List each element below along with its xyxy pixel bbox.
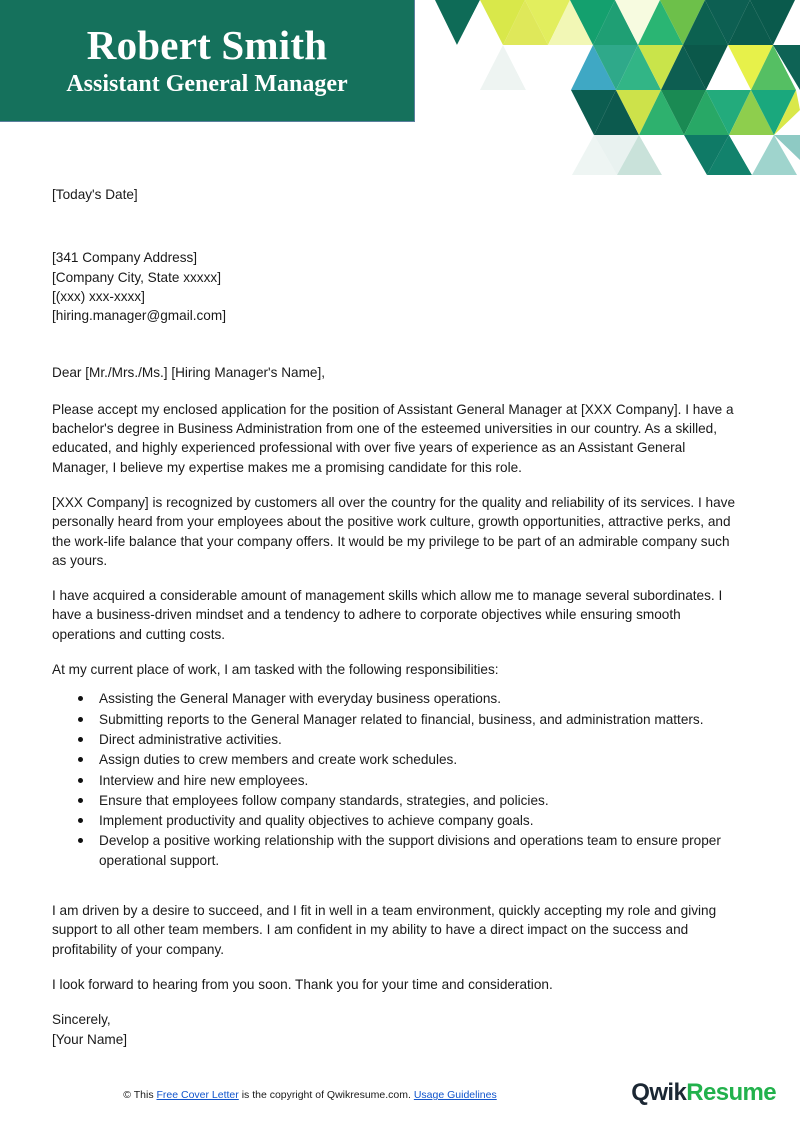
list-item: Develop a positive working relationship with the support divisions and operations team to ensure proper operational support. xyxy=(78,831,742,870)
letter-body xyxy=(52,185,742,1049)
date-placeholder: [Today's Date] xyxy=(52,187,138,202)
triangle-mosaic-decoration xyxy=(415,0,800,175)
recipient-address-line: [(xxx) xxx-xxxx] xyxy=(52,288,145,304)
list-item: Ensure that employees follow company standards, strategies, and policies. xyxy=(78,791,742,810)
list-item: Assign duties to crew members and create work schedules. xyxy=(78,750,742,769)
sign-off: Sincerely, xyxy=(52,1012,111,1028)
candidate-name: Robert Smith xyxy=(86,21,328,68)
list-item: Interview and hire new employees. xyxy=(78,771,742,790)
name-title-block xyxy=(0,0,415,122)
logo-resume-text: Resume xyxy=(686,1079,776,1106)
document-footer xyxy=(0,1069,800,1131)
logo-qwik-text: Qwik xyxy=(631,1079,687,1106)
responsibilities-list xyxy=(52,689,742,870)
copyright-prefix: © This xyxy=(123,1089,157,1101)
responsibilities-lead-in: At my current place of work, I am tasked with the following responsibilities: xyxy=(52,662,499,678)
free-cover-letter-link[interactable]: Free Cover Letter xyxy=(156,1089,239,1101)
body-paragraph: Please accept my enclosed application for the position of Assistant General Manager at [XXX Company]. I have a bachelor's degree in Business Administration from one of the esteemed universities in our country. As a skilled, educated, and highly experienced professional with over five years of experience as an Assistant General Manager, I believe my expertise makes me a promising candidate for this role. xyxy=(52,401,734,475)
qwikresume-logo[interactable] xyxy=(631,1079,776,1107)
list-item: Submitting reports to the General Manager related to financial, business, and administration matters. xyxy=(78,710,742,729)
list-item: Assisting the General Manager with everyday business operations. xyxy=(78,689,742,708)
document-header xyxy=(0,0,800,175)
list-item: Implement productivity and quality objectives to achieve company goals. xyxy=(78,811,742,830)
body-paragraph: I have acquired a considerable amount of management skills which allow me to manage several subordinates. I have a business-driven mindset and a tendency to adhere to corporate objectives while ensuring smooth operations and cutting costs. xyxy=(52,588,723,642)
salutation: Dear [Mr./Mrs./Ms.] [Hiring Manager's Name], xyxy=(52,365,326,381)
closing-paragraph: I look forward to hearing from you soon. Thank you for your time and consideration. xyxy=(52,976,553,992)
body-paragraph: [XXX Company] is recognized by customers all over the country for the quality and reliability of its services. I have personally heard from your employees about the positive work culture, growth opportunities, attractive perks, and the work-life balance that your company offers. It would be my privilege to be part of an admirable company such as yours. xyxy=(52,494,736,568)
copyright-middle: is the copyright of Qwikresume.com. xyxy=(238,1089,414,1101)
closing-paragraph: I am driven by a desire to succeed, and I fit in well in a team environment, quickly accepting my role and giving support to all other team members. I am confident in my ability to have a direct impact on the success and profitability of your company. xyxy=(52,903,717,957)
recipient-address-line: [hiring.manager@gmail.com] xyxy=(52,308,226,324)
list-item: Direct administrative activities. xyxy=(78,730,742,749)
recipient-address-line: [Company City, State xxxxx] xyxy=(52,269,221,285)
recipient-address-line: [341 Company Address] xyxy=(52,250,198,266)
usage-guidelines-link[interactable]: Usage Guidelines xyxy=(413,1089,497,1101)
signature-name: [Your Name] xyxy=(52,1031,128,1047)
candidate-job-title: Assistant General Manager xyxy=(66,70,348,97)
copyright-notice xyxy=(0,1089,620,1101)
